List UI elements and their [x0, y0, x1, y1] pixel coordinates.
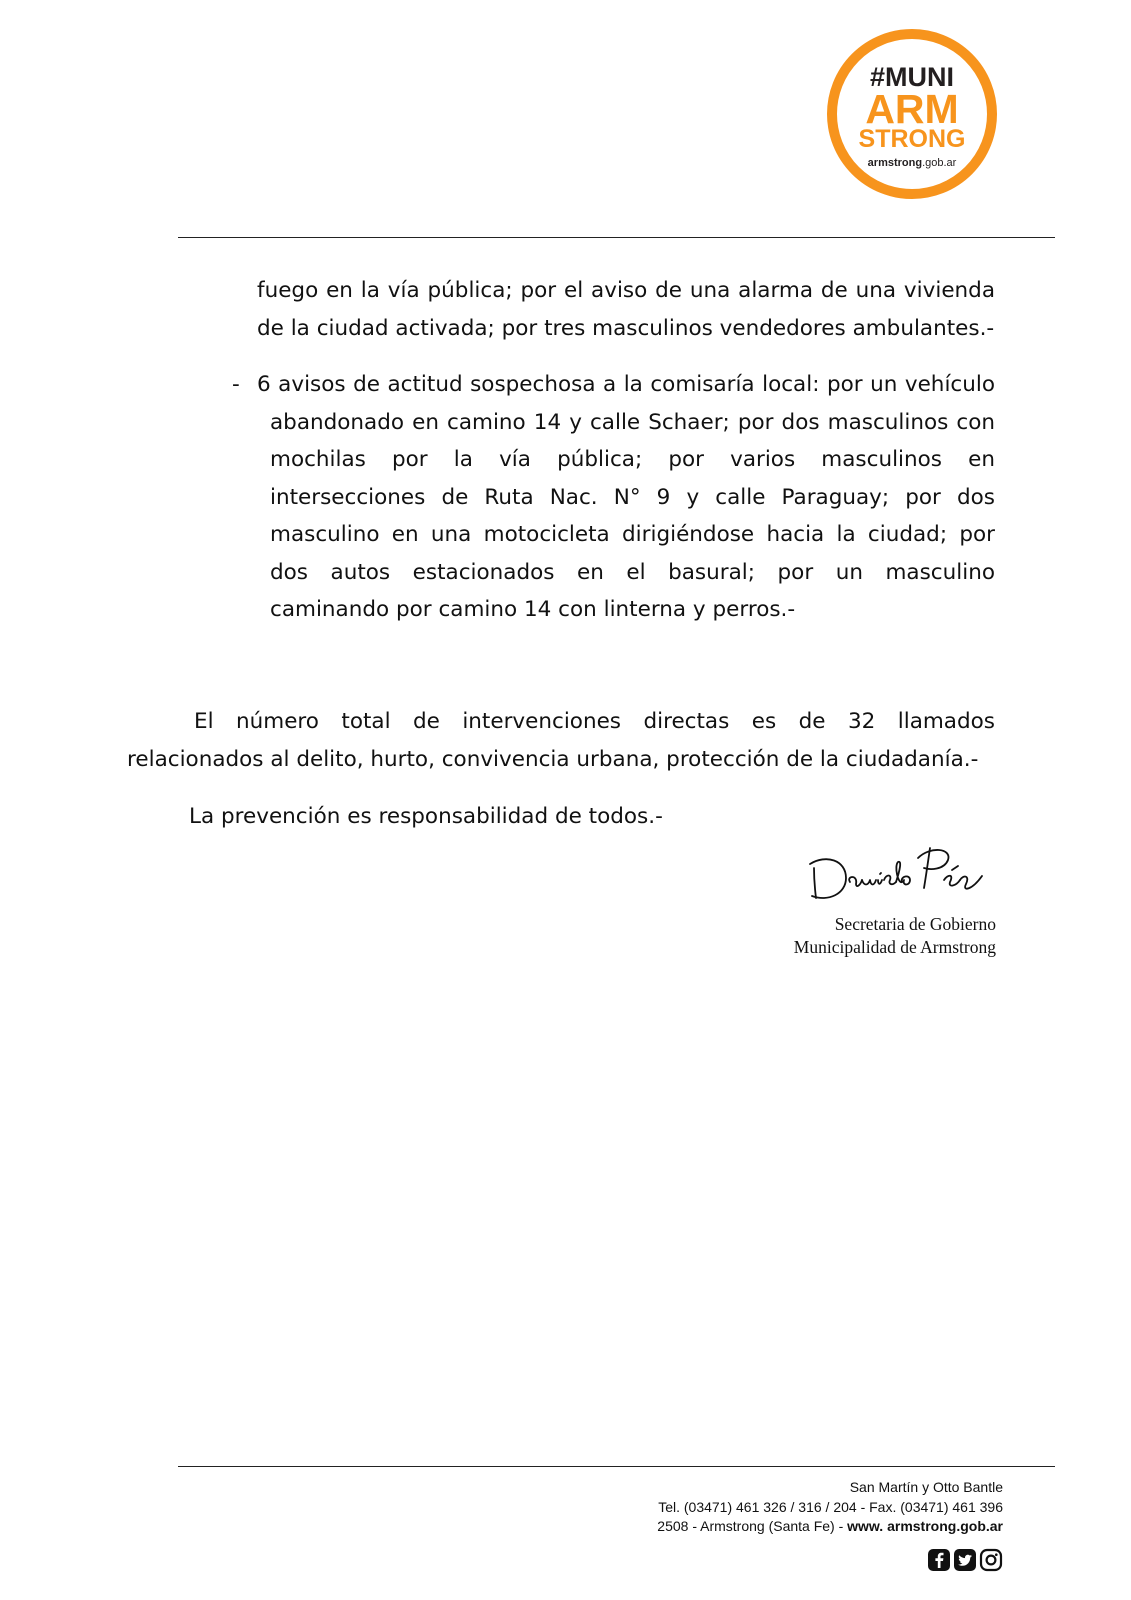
social-icons: [927, 1548, 1003, 1572]
footer-contact: [657, 1478, 1003, 1537]
list-item: [232, 366, 995, 629]
facebook-icon[interactable]: [927, 1548, 951, 1572]
logo-line-arm: ARM: [865, 86, 959, 132]
logo-url-bold: armstrong: [867, 157, 923, 169]
logo-line-strong: STRONG: [858, 125, 966, 153]
municipality-logo: [826, 28, 998, 200]
total-interventions-paragraph: El número total de intervenciones directas es de 32 llamados relacionados al delito, hurto, convivencia urbana, protección de la ciudadanía.-: [127, 709, 995, 772]
signature-block: [794, 913, 996, 959]
logo-url-rest: .gob.ar: [922, 157, 957, 169]
logo-line-muni: #MUNI: [869, 62, 955, 92]
paragraph-continuation: fuego en la vía pública; por el aviso de una alarma de una vivienda de la ciudad activada; por tres masculinos vendedores ambulantes.-: [257, 278, 995, 341]
logo-circle: [826, 28, 998, 200]
signatory-title: Secretaria de Gobierno: [834, 914, 996, 934]
footer-divider: [178, 1466, 1055, 1467]
signatory-organization: Municipalidad de Armstrong: [793, 937, 996, 957]
footer-city: 2508 - Armstrong (Santa Fe) -: [657, 1518, 848, 1534]
footer-city-line: [657, 1517, 1003, 1537]
footer-website[interactable]: www. armstrong.gob.ar: [847, 1518, 1003, 1534]
logo-url: [868, 157, 957, 169]
handwritten-signature: [806, 840, 986, 906]
bullet-dash: -: [232, 372, 240, 397]
header-divider: [178, 237, 1055, 238]
signature-drawing: [806, 840, 986, 906]
bullet-text: 6 avisos de actitud sospechosa a la comisaría local: por un vehículo abandonado en camino 14 y calle Schaer; por dos masculinos con mochilas por la vía pública; por varios masculinos en intersecciones de Ruta Nac. N° 9 y calle Paraguay; por dos masculino en una motocicleta dirigiéndose hacia la ciudad; por dos autos estacionados en el basural; por un masculino caminando por camino 14 con linterna y perros.-: [257, 372, 995, 622]
closing-statement: La prevención es responsabilidad de todos.-: [189, 804, 663, 829]
instagram-icon[interactable]: [979, 1548, 1003, 1572]
footer-address: San Martín y Otto Bantle: [849, 1479, 1003, 1495]
twitter-icon[interactable]: [953, 1548, 977, 1572]
footer-phones: Tel. (03471) 461 326 / 316 / 204 - Fax. (03471) 461 396: [658, 1498, 1003, 1515]
